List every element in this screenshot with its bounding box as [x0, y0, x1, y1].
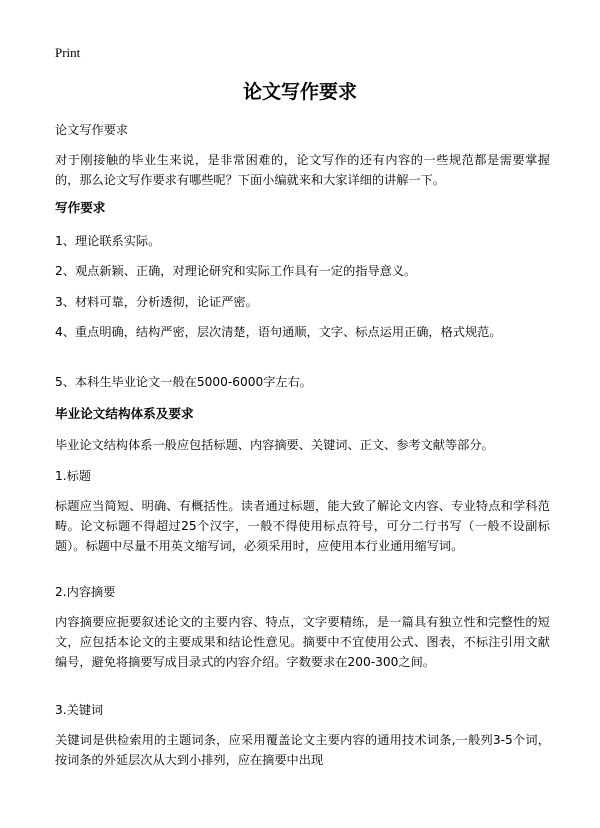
part-label-title: 1.标题 — [55, 469, 92, 483]
requirement-item-1: 1、理论联系实际。 — [55, 234, 161, 248]
print-link[interactable]: Print — [55, 45, 81, 60]
requirement-item-2: 2、观点新颖、正确，对理论研究和实际工作具有一定的指导意义。 — [55, 264, 417, 278]
part-text-abstract: 内容摘要应扼要叙述论文的主要内容、特点，文字要精练，是一篇具有独立性和完整性的短文，应包括本论文的主要成果和结论性意见。摘要中不宜使用公式、图表，不标注引用文献编号，避免将摘要写成目录式的内容介绍。字数要求在200-300之间。 — [55, 615, 550, 669]
section-heading-structure: 毕业论文结构体系及要求 — [55, 406, 194, 421]
document-title: 论文写作要求 — [242, 81, 357, 103]
part-text-keywords: 关键词是供检索用的主题词条，应采用覆盖论文主要内容的通用技术词条,一般列3-5个词，按词条的外延层次从大到小排列，应在摘要中出现 — [55, 733, 550, 767]
requirement-item-4: 4、重点明确，结构严密，层次清楚，语句通顺，文字、标点运用正确，格式规范。 — [55, 325, 502, 339]
structure-intro: 毕业论文结构体系一般应包括标题、内容摘要、关键词、正文、参考文献等部分。 — [55, 438, 494, 452]
part-label-keywords: 3.关键词 — [55, 703, 104, 717]
requirement-item-3: 3、材料可靠，分析透彻，论证严密。 — [55, 295, 258, 309]
part-text-title: 标题应当简短、明确、有概括性。读者通过标题，能大致了解论文内容、专业特点和学科范畴。论文标题不得超过25个汉字，一般不得使用标点符号，可分二行书写（一般不设副标题）。标题中尽量不用英文缩写词，必须采用时，应使用本行业通用缩写词。 — [55, 499, 550, 553]
intro-paragraph: 对于刚接触的毕业生来说，是非常困难的，论文写作的还有内容的一些规范都是需要掌握的，那么论文写作要求有哪些呢？下面小编就来和大家详细的讲解一下。 — [55, 153, 550, 187]
document-subtitle: 论文写作要求 — [55, 123, 129, 137]
section-heading-writing-requirements: 写作要求 — [55, 200, 106, 215]
part-label-abstract: 2.内容摘要 — [55, 585, 116, 599]
requirement-item-5: 5、本科生毕业论文一般在5000-6000字左右。 — [55, 375, 312, 389]
